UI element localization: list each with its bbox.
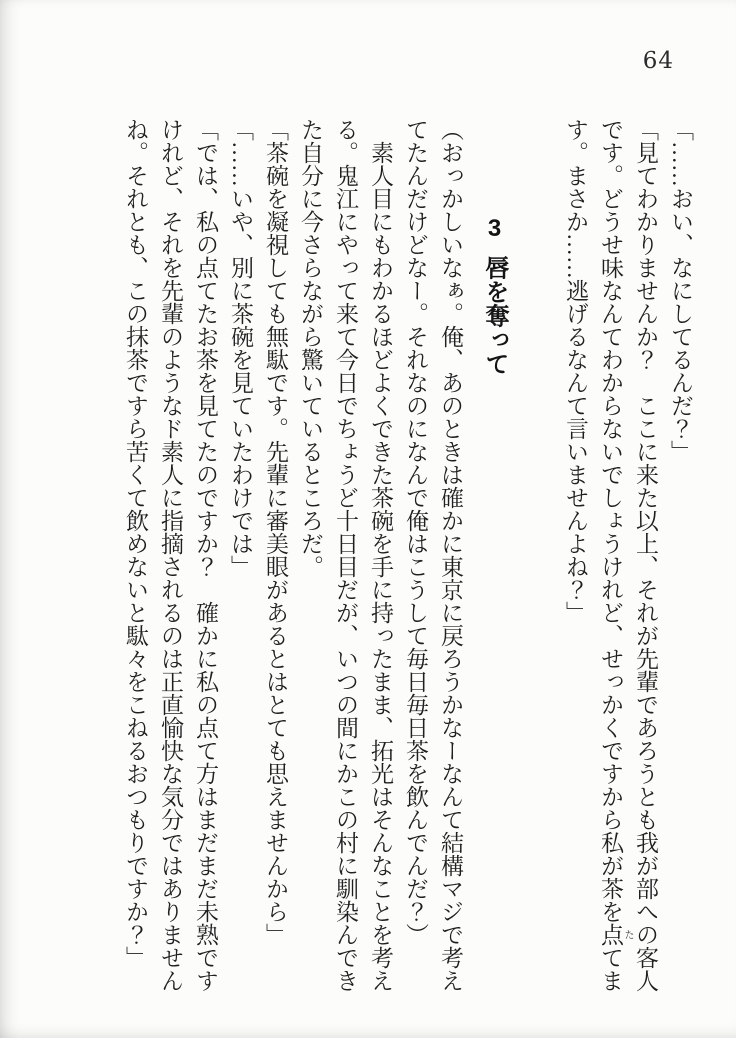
paragraph-dialogue-2: [558, 118, 663, 992]
paragraph-dialogue-1: 「……おい、なにしてるんだ？」: [668, 118, 693, 463]
paragraph-dialogue-3: 「茶碗を凝視しても無駄です。先輩に審美眼があるとはとても思えませんから」: [263, 118, 288, 946]
ruby-furigana: た: [622, 923, 633, 946]
paragraph-inner-monologue: （おっかしいなぁ。俺、あのときは確かに東京に戻ろうかなーなんて結構マジで考えてたんだけどなー。それなのになんで俺はこうして毎日毎日茶を飲んでんだ？）: [403, 118, 463, 992]
paragraph-narration: 素人目にもわかるほどよくできた茶碗を手に持ったまま、拓光はそんなことを考える。鬼江にやって来て今日でちょうど十日目だが、いつの間にかこの村に馴染んできた自分に今さらながら驚いているところだ。: [298, 118, 393, 992]
ruby-base: 点: [598, 923, 623, 946]
chapter-heading: [477, 118, 512, 992]
text-area: [118, 118, 698, 992]
chapter-number: 3: [481, 215, 508, 242]
ruby-annotation: [598, 923, 633, 946]
chapter-title: 唇を奪って: [481, 255, 508, 376]
paragraph-text-after-ruby: てます。まさか……逃げるなんて言いませんよね？」: [563, 118, 623, 992]
paragraph-text-before-ruby: 「見てわかりませんか？ ここに来た以上、それが先輩であろうとも我が部への客人です。どうせ味なんてわからないでしょうけれど、せっかくですから私が茶を: [598, 118, 658, 992]
paragraph-dialogue-4: 「……いや、別に茶碗を見ていたわけでは」: [228, 118, 253, 578]
paragraph-dialogue-5: 「では、私の点てたお茶を見てたのですか？ 確かに私の点て方はまだまだ未熟ですけれど、それを先輩のようなド素人に指摘されるのは正直愉快な気分ではありませんね。それとも、この抹茶ですら苦くて飲めないと駄々をこねるおつもりですか？」: [123, 118, 218, 992]
page-number: 64: [642, 48, 674, 74]
